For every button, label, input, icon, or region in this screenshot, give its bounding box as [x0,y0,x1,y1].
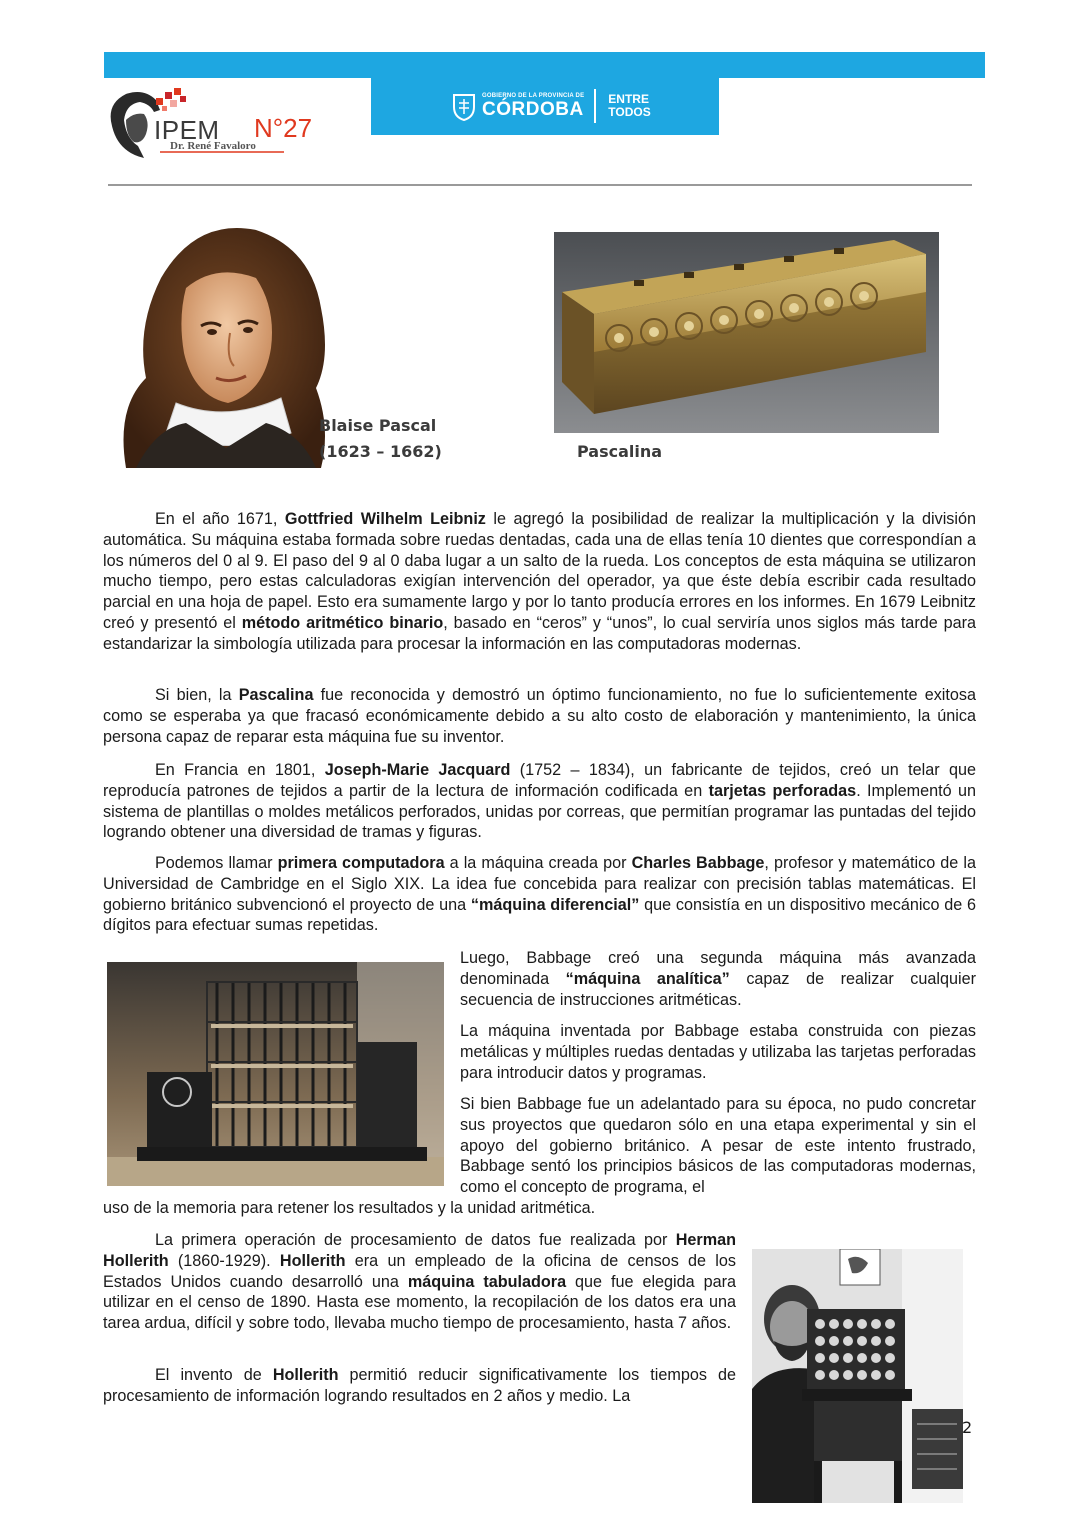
pascal-years-caption: (1623 – 1662) [319,442,442,461]
text-run: La primera operación de procesamiento de datos fue realizada por [155,1231,676,1249]
text-run: fue reconocida y demostró un óptimo funcionamiento, no fue lo suficientemente exitosa como se esperaba ya que fracasó económicamente debido a su alto costo de elaboración y mantenimiento, la única persona capaz de reparar esta máquina fue su inventor. [103,686,976,746]
bold-term: Herman Hollerith [103,1231,736,1270]
pascalina-caption: Pascalina [577,442,663,461]
paragraph-babbage-machine [460,1021,976,1083]
text-run: La máquina inventada por Babbage estaba construida con piezas metálicas y múltiples ruedas dentadas y utilizaba las tarjetas perforadas para introducir datos y programas. [460,1022,976,1082]
header-rule [108,184,972,186]
pascal-name-caption: Blaise Pascal [319,416,437,435]
pascalina-photo [554,232,939,433]
text-run: permitió reducir significativamente los tiempos de procesamiento de información logrando resultados en 2 años y medio. La [103,1366,737,1405]
text-run: le agregó la posibilidad de realizar la multiplicación y la división automática. Su máquina estaba formada sobre ruedas dentadas, cada una de ellas tenía 10 dientes que correspondían a los números del 0 al 9. El paso del 9 al 0 daba lugar a un salto de la rueda. Los conceptos de esta máquina se utilizaron mucho tiempo, pero estas calculadoras exigían intervención del operador, ya que éste debía escribir cada resultado parcial en una hoja de papel. Esto era sumamente largo y por lo tanto producía errores en los informes. En 1679 Leibnitz creó y presentó el [103,510,976,632]
text-run: (1752 – 1834), un fabricante de tejidos, creó un telar que reproducía patrones de tejidos a partir de la lectura de información codificada en [103,761,976,800]
slogan-line-1: ENTRE [608,92,649,106]
logo-number-text: N°27 [254,113,313,143]
text-run: , profesor y matemático de la Universidad de Cambridge en el Siglo XIX. La idea fue concebida para realizar con precisión tablas matemáticas. El gobierno británico subvencionó el proyecto de una [103,854,976,914]
paragraph-hollerith [103,1230,736,1334]
bold-term: Hollerith [279,1251,346,1270]
bold-term: “máquina analítica” [565,969,730,988]
paragraph-babbage-legacy [460,1094,976,1198]
text-run: uso de la memoria para retener los resultados y la unidad aritmética. [103,1199,596,1217]
paragraph-babbage [103,853,976,936]
text-run: En el año 1671, [155,510,285,528]
bold-term: Charles Babbage [631,854,765,872]
paragraph-babbage-legacy-end [103,1198,976,1219]
slogan-line-2: TODOS [608,105,651,119]
text-run: , basado en “ceros” y “unos”, lo cual serviría unos siglos más tarde para estandarizar la simbología utilizada para procesar la información en las computadoras modernas. [103,613,976,653]
paragraph-leibniz [103,509,976,655]
text-run: Podemos llamar [155,854,278,872]
paragraph-jacquard [103,760,976,843]
logo-ipem-text: IPEM [154,115,220,145]
text-run: Luego, Babbage creó una segunda máquina más avanzada denominada [460,949,976,988]
bold-term: Gottfried Wilhelm Leibniz [284,510,486,528]
text-run: era un empleado de la oficina de censos de los Estados Unidos cuando desarrolló una [103,1251,736,1291]
text-run: capaz de realizar cualquier secuencia de instrucciones aritméticas. [460,969,976,1009]
text-run: Si bien, la [155,686,239,704]
text-run: (1860-1929). [168,1251,280,1270]
header-top-bar [104,52,985,78]
paragraph-hollerith-impact [103,1365,736,1407]
logo-subtitle: Dr. René Favaloro [170,140,256,152]
text-run: El invento de [155,1366,273,1384]
bold-term: Hollerith [272,1366,339,1384]
bold-term: método aritmético binario [241,613,444,632]
blaise-pascal-portrait [116,218,336,468]
text-run: que consistía en un dispositivo mecánico de 6 dígitos para efectuar sumas repetidas. [103,895,976,935]
bold-term: tarjetas perforadas [708,781,857,800]
text-run: Si bien Babbage fue un adelantado para su época, no pudo concretar sus proyectos que quedaron sólo en una etapa experimental y sin el apoyo del gobierno británico. A pesar de este intento frustrado, Babbage sentó los principios básicos de las computadoras modernas, como el concepto de programa, el [460,1095,976,1197]
paragraph-analytical-engine [460,948,976,1010]
banner-divider [594,89,596,123]
ipem-logo [104,86,313,162]
province-name: CÓRDOBA [482,98,584,120]
text-run: a la máquina creada por [444,854,632,872]
province-shield-icon [451,91,477,121]
bold-term: “máquina diferencial” [470,895,640,914]
text-run: que fue elegida para utilizar en el censo de 1890. Hasta ese momento, la recopilación de los datos era una tarea ardua, difícil y sobre todo, llevaba mucho tiempo de procesamiento, hasta 7 años. [103,1272,737,1333]
bold-term: primera computadora [277,854,445,872]
bold-term: máquina tabuladora [407,1272,567,1291]
difference-engine-photo [107,962,444,1186]
hollerith-tabulator-photo [752,1249,963,1503]
paragraph-pascalina [103,685,976,747]
page-number: 2 [962,1418,973,1437]
text-run: . Implementó un sistema de plantillas o moldes metálicos perforados, unidas por correas, que permitían programar las puntadas del tejido logrando obtener una diversidad de tramas y figuras. [103,781,976,842]
government-small-text: GOBIERNO DE LA PROVINCIA DE [482,92,585,99]
text-run: En Francia en 1801, [155,761,325,779]
bold-term: Pascalina [238,686,314,704]
government-banner [371,78,719,135]
bold-term: Joseph-Marie Jacquard [324,761,511,779]
